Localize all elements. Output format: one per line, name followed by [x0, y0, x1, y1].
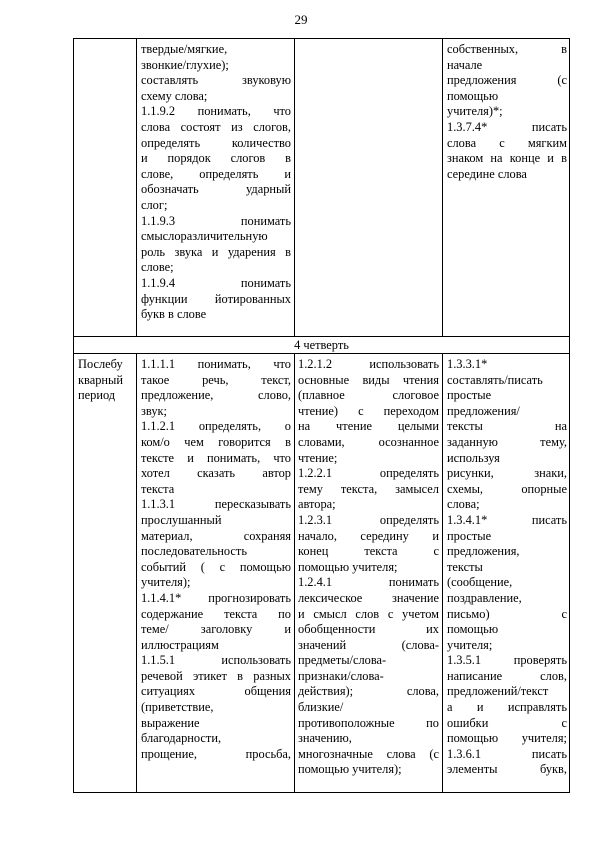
top-objectives-listening	[141, 42, 291, 323]
text-line: смыслоразличительную	[141, 229, 268, 244]
text-line: конец текста с	[298, 544, 439, 559]
text-line: содержание текста по	[141, 606, 291, 621]
text-line: ситуациях общения	[141, 684, 291, 699]
text-line: иллюстрациям	[141, 637, 219, 652]
text-line: (плавное слоговое	[298, 388, 439, 403]
column-divider	[294, 39, 295, 336]
text-line: 1.1.9.4 понимать	[141, 275, 291, 290]
text-line: основные виды чтения	[298, 372, 439, 387]
text-line: обозначать ударный	[141, 182, 291, 197]
text-line: предложение, слово,	[141, 388, 291, 403]
column-divider	[294, 354, 295, 792]
text-line: тему текста, замысел	[298, 481, 439, 496]
text-line: 1.1.1.1 понимать, что	[141, 357, 291, 371]
text-line: событий ( с помощью	[141, 559, 291, 574]
text-line: твердые/мягкие,	[141, 42, 228, 56]
text-line: слове;	[141, 260, 174, 275]
text-line: ком/о чем говорится в	[141, 434, 291, 449]
column-divider	[136, 39, 137, 336]
text-line: материал, сохраняя	[141, 528, 291, 543]
text-line: тексте и понимать, что	[141, 450, 291, 465]
column-divider	[136, 354, 137, 792]
text-line: и смысл слов с учетом	[298, 606, 439, 621]
text-line: помощью учителя;	[447, 731, 567, 746]
text-line: лексическое значение	[298, 590, 439, 605]
text-line: благодарности,	[141, 731, 222, 746]
text-line: действия); слова,	[298, 684, 439, 699]
text-line: начало, середину и	[298, 528, 439, 543]
top-objectives-writing	[447, 42, 567, 182]
text-line: 1.2.2.1 определять	[298, 466, 439, 481]
text-line: словами, осознанное	[298, 434, 439, 449]
text-line: середине слова	[447, 166, 527, 181]
text-line: письмо) с	[447, 606, 567, 621]
text-line: тексты на	[447, 419, 567, 434]
text-line: рисунки, знаки,	[447, 466, 567, 481]
text-line: признаки/слова-	[298, 668, 384, 683]
text-line: обобщенности их	[298, 622, 439, 637]
text-line: многозначные слова (с	[298, 746, 439, 761]
text-line: звонкие/глухие);	[141, 57, 229, 72]
text-line: помощью учителя;	[298, 559, 398, 574]
text-line: 1.3.4.1* писать	[447, 512, 567, 527]
text-line: значению,	[298, 731, 352, 746]
text-line: и порядок слогов в	[141, 151, 291, 166]
text-line: помощью	[447, 88, 499, 103]
text-line: 1.3.6.1 писать	[447, 746, 567, 761]
quarter-label: 4 четверть	[294, 338, 349, 352]
objectives-reading	[298, 357, 439, 778]
text-line: слова с мягким	[447, 135, 567, 150]
text-line: функции йотированных	[141, 291, 291, 306]
text-line: 1.1.3.1 пересказывать	[141, 497, 291, 512]
quarter-row	[73, 336, 570, 353]
text-line: знаком на конце и в	[447, 151, 567, 166]
text-line: поздравление,	[447, 590, 522, 605]
table-top-block	[73, 38, 570, 336]
text-line: прощение, просьба,	[141, 746, 291, 761]
text-line: автора;	[298, 497, 336, 512]
text-line: слова состоят из слогов,	[141, 119, 291, 134]
text-line: предложения,	[447, 544, 520, 559]
text-line: слове, определять и	[141, 166, 291, 181]
text-line: тексты	[447, 559, 483, 574]
text-line: 1.1.9.3 понимать	[141, 213, 291, 228]
text-line: такое речь, текст,	[141, 372, 291, 387]
text-line: простые	[447, 528, 492, 543]
text-line: 1.1.9.2 понимать, что	[141, 104, 291, 119]
text-line: 1.1.5.1 использовать	[141, 653, 291, 668]
page-number: 29	[294, 12, 308, 27]
text-line: элементы букв,	[447, 762, 567, 777]
text-line: Послебу	[78, 357, 123, 371]
text-line: роль звука и ударения в	[141, 244, 291, 259]
objectives-writing	[447, 357, 567, 778]
text-line: а и исправлять	[447, 700, 567, 715]
text-line: схему слова;	[141, 88, 208, 103]
text-line: предметы/слова-	[298, 653, 387, 668]
text-line: предложений/текст	[447, 684, 549, 699]
text-line: букв в слове	[141, 307, 207, 322]
text-line: собственных, в	[447, 42, 567, 56]
text-line: учителя)*;	[447, 104, 503, 119]
text-line: хотел сказать автор	[141, 466, 291, 481]
text-line: 1.3.3.1*	[447, 357, 488, 371]
text-line: звук;	[141, 403, 167, 418]
text-line: заданную тему,	[447, 434, 567, 449]
text-line: составлять/писать	[447, 372, 543, 387]
text-line: теме/ заголовку и	[141, 622, 291, 637]
text-line: написание слов,	[447, 668, 567, 683]
table-bottom-block	[73, 353, 570, 793]
text-line: предложения/	[447, 403, 520, 418]
text-line: период	[78, 388, 116, 403]
objectives-listening-speaking	[141, 357, 291, 762]
text-line: слова;	[447, 497, 480, 512]
text-line: кварный	[78, 372, 123, 387]
column-divider	[442, 39, 443, 336]
text-line: (приветствие,	[141, 700, 214, 715]
text-line: противоположные по	[298, 715, 439, 730]
text-line: чтение;	[298, 450, 338, 465]
text-line: слог;	[141, 197, 168, 212]
text-line: предложения (с	[447, 73, 567, 88]
text-line: определять количество	[141, 135, 291, 150]
text-line: составлять звуковую	[141, 73, 291, 88]
column-divider	[442, 354, 443, 792]
text-line: 1.1.4.1* прогнозировать	[141, 590, 291, 605]
text-line: учителя;	[447, 637, 493, 652]
text-line: учителя);	[141, 575, 191, 590]
text-line: схемы, опорные	[447, 481, 567, 496]
text-line: 1.1.2.1 определять, о	[141, 419, 291, 434]
text-line: 1.2.1.2 использовать	[298, 357, 439, 371]
text-line: близкие/	[298, 700, 344, 715]
text-line: речевой этикет в разных	[141, 668, 291, 683]
text-line: помощью учителя);	[298, 762, 402, 777]
text-line: чтение) с переходом	[298, 403, 439, 418]
text-line: простые	[447, 388, 492, 403]
text-line: ошибки с	[447, 715, 567, 730]
text-line: значений (слова-	[298, 637, 439, 652]
text-line: выражение	[141, 715, 200, 730]
text-line: используя	[447, 450, 500, 465]
text-line: текста	[141, 481, 175, 496]
text-line: 1.2.4.1 понимать	[298, 575, 439, 590]
period-label	[78, 357, 134, 404]
text-line: прослушанный	[141, 512, 222, 527]
text-line: на чтение целыми	[298, 419, 439, 434]
text-line: 1.2.3.1 определять	[298, 512, 439, 527]
text-line: помощью	[447, 622, 499, 637]
text-line: 1.3.7.4* писать	[447, 119, 567, 134]
text-line: последовательность	[141, 544, 247, 559]
text-line: 1.3.5.1 проверять	[447, 653, 567, 668]
text-line: начале	[447, 57, 483, 72]
text-line: (сообщение,	[447, 575, 513, 590]
